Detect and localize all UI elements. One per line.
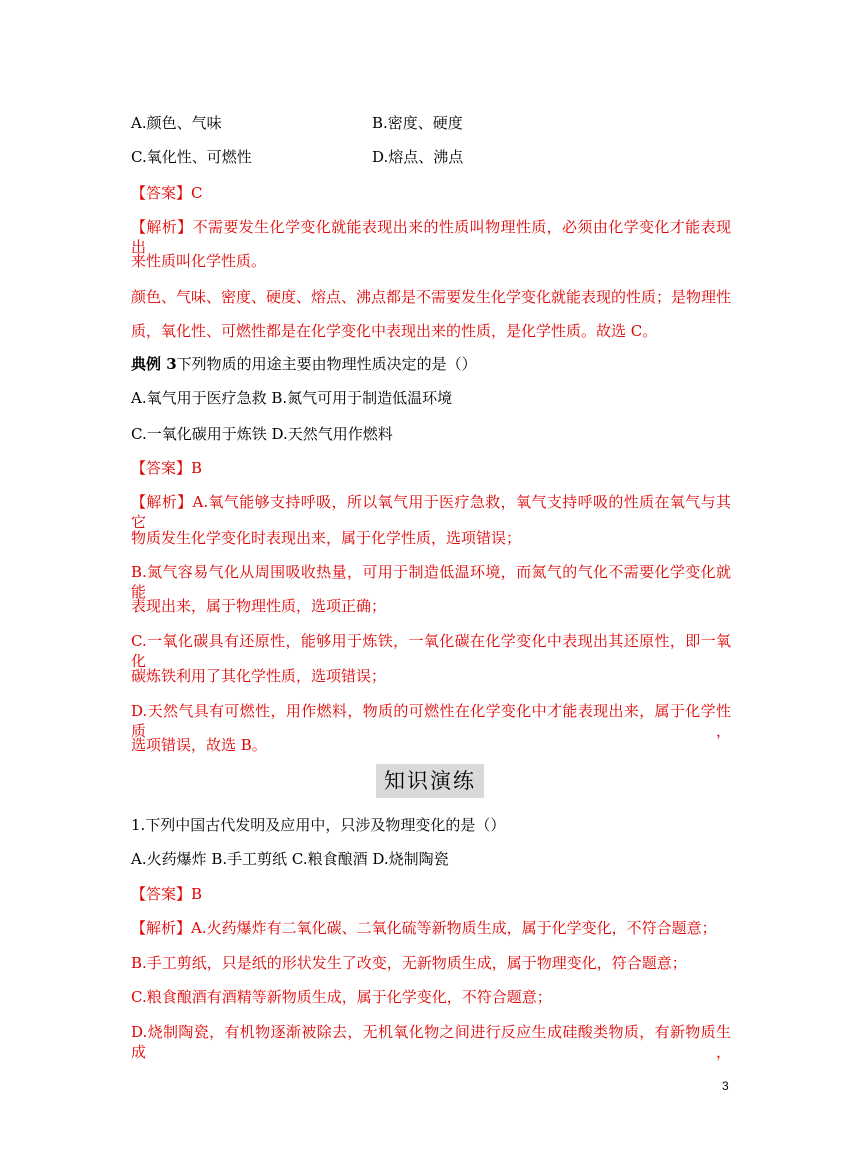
analysis-label: 【解析】 — [131, 493, 193, 511]
analysis-line: D.烧制陶瓷，有机物逐渐被除去，无机氧化物之间进行反应生成硅酸类物质，有新物质生成， — [131, 1023, 731, 1061]
option-a: A.颜色、气味 — [131, 114, 222, 132]
analysis-line: 表现出来，属于物理性质，选项正确； — [131, 597, 387, 615]
analysis-line: 碳炼铁利用了其化学性质，选项错误； — [131, 667, 387, 685]
analysis-line: 颜色、气味、密度、硬度、熔点、沸点都是不需要发生化学变化就能表现的性质；是物理性 — [131, 288, 732, 306]
exercise-question: 1.下列中国古代发明及应用中，只涉及物理变化的是（） — [131, 816, 506, 834]
answer-line: 【答案】B — [131, 885, 203, 903]
analysis-text: A.火药爆炸有二氧化碳、二氧化硫等新物质生成，属于化学变化，不符合题意； — [191, 919, 717, 937]
example-question — [131, 354, 731, 374]
example-label: 典例 3 — [131, 355, 177, 373]
example-options: C.一氧化碳用于炼铁 D.天然气用作燃料 — [131, 425, 393, 443]
analysis-line: D.天然气具有可燃性，用作燃料，物质的可燃性在化学变化中才能表现出来，属于化学性质， — [131, 702, 731, 740]
analysis-line: 选项错误，故选 B。 — [131, 736, 267, 754]
analysis-line: 物质发生化学变化时表现出来，属于化学性质，选项错误； — [131, 529, 522, 547]
analysis-line: C.一氧化碳具有还原性，能够用于炼铁，一氧化碳在化学变化中表现出其还原性，即一氧化 — [131, 632, 731, 670]
analysis-line: 质，氧化性、可燃性都是在化学变化中表现出来的性质，是化学性质。故选 C。 — [131, 322, 658, 340]
analysis-line: B.氮气容易气化从周围吸收热量，可用于制造低温环境，而氮气的气化不需要化学变化就能 — [131, 563, 731, 601]
analysis-line: 来性质叫化学性质。 — [131, 252, 267, 270]
answer-line: 【答案】C — [131, 184, 203, 202]
page-number: 3 — [722, 1079, 729, 1093]
section-title-wrap — [0, 764, 860, 798]
option-d: D.熔点、沸点 — [372, 148, 464, 166]
answer-line: 【答案】B — [131, 459, 203, 477]
analysis-text: A.氧气能够支持呼吸，所以氧气用于医疗急救，氧气支持呼吸的性质在氧气与其它 — [131, 493, 731, 531]
analysis-line — [131, 918, 731, 938]
section-title: 知识演练 — [376, 764, 484, 798]
example-options: A.氧气用于医疗急救 B.氮气可用于制造低温环境 — [131, 389, 453, 407]
analysis-line — [131, 492, 731, 532]
analysis-line: B.手工剪纸，只是纸的形状发生了改变，无新物质生成，属于物理变化，符合题意； — [131, 954, 687, 972]
option-b: B.密度、硬度 — [372, 114, 463, 132]
example-question-text: 下列物质的用途主要由物理性质决定的是（） — [176, 355, 477, 373]
option-c: C.氧化性、可燃性 — [131, 148, 252, 166]
analysis-label: 【解析】 — [131, 919, 192, 937]
analysis-line: C.粮食酿酒有酒精等新物质生成，属于化学变化，不符合题意； — [131, 988, 552, 1006]
exercise-options: A.火药爆炸 B.手工剪纸 C.粮食酿酒 D.烧制陶瓷 — [131, 850, 449, 868]
analysis-label: 【解析】 — [131, 218, 193, 236]
analysis-text: 不需要发生化学变化就能表现出来的性质叫物理性质，必须由化学变化才能表现出 — [131, 218, 731, 256]
